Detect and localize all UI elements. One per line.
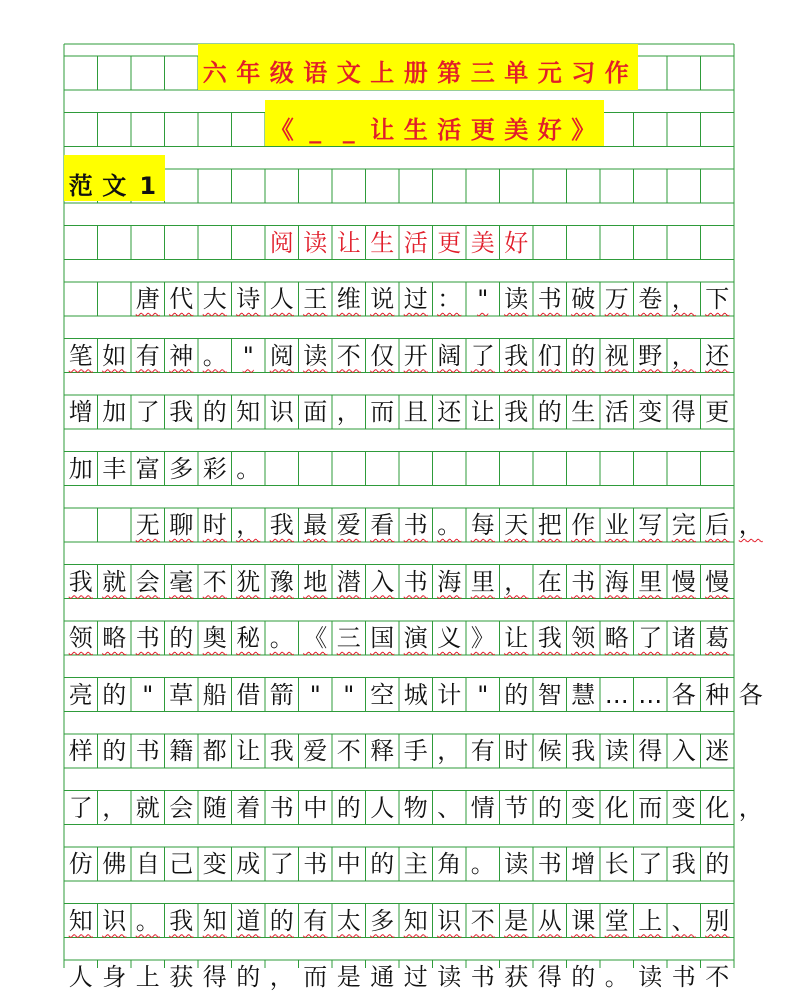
essay-char: 得 <box>638 737 663 765</box>
title-char: 六 <box>202 59 227 87</box>
essay-char: 完 <box>671 511 696 539</box>
essay-char: 的 <box>269 906 294 935</box>
essay-char: 候 <box>537 737 562 765</box>
essay-char: 让 <box>470 398 495 426</box>
title-char: 文 <box>336 59 361 87</box>
essay-char: 变 <box>638 398 663 426</box>
essay-title-char: 阅 <box>269 228 294 257</box>
essay-char: ： <box>437 285 462 313</box>
essay-char: 的 <box>102 737 127 765</box>
essay-char: 会 <box>135 567 160 596</box>
title-char: 年 <box>236 59 261 87</box>
essay-char: 读 <box>504 850 529 878</box>
essay-char: ， <box>671 341 696 370</box>
subtitle-char: 活 <box>437 115 462 144</box>
essay-char: 而 <box>303 963 328 991</box>
essay-char: 知 <box>68 906 93 935</box>
essay-char: 国 <box>370 624 395 652</box>
essay-char: 。 <box>202 341 227 370</box>
essay-char: 了 <box>638 850 663 878</box>
essay-char: 别 <box>705 906 730 935</box>
essay-char: 的 <box>102 680 127 709</box>
essay-char: 书 <box>303 850 328 878</box>
essay-char: 豫 <box>269 567 294 596</box>
essay-char: 着 <box>236 793 261 822</box>
essay-char: 识 <box>437 906 462 935</box>
essay-char: " <box>343 680 355 709</box>
essay-char: 书 <box>269 793 294 822</box>
essay-char: 演 <box>403 624 428 652</box>
subtitle-char: 好 <box>537 115 562 144</box>
essay-char: 船 <box>202 680 227 709</box>
essay-char: 把 <box>537 511 562 539</box>
essay-char: 、 <box>671 906 696 935</box>
essay-char: 大 <box>202 285 227 313</box>
essay-char: 彩 <box>202 454 227 483</box>
essay-char: 书 <box>135 624 160 652</box>
essay-char: 就 <box>102 567 127 596</box>
essay-char: 自 <box>135 850 160 878</box>
essay-char: 。 <box>604 963 629 991</box>
essay-char: 天 <box>504 511 529 539</box>
essay-char: 里 <box>470 567 495 596</box>
title-char: 习 <box>571 59 596 87</box>
essay-char: 慢 <box>671 567 696 596</box>
essay-char: 我 <box>68 567 93 596</box>
essay-title-char: 美 <box>470 228 495 257</box>
essay-char: 化 <box>604 793 629 822</box>
essay-char: 身 <box>102 963 127 991</box>
essay-char: 草 <box>169 680 194 709</box>
essay-char: 过 <box>403 963 428 991</box>
essay-char: ， <box>671 285 696 313</box>
subtitle-char: 让 <box>370 115 395 144</box>
essay-char: 堂 <box>604 906 629 935</box>
essay-char: 识 <box>102 906 127 935</box>
essay-char: 各 <box>671 680 696 709</box>
essay-char: 略 <box>604 624 629 652</box>
essay-title-char: 读 <box>303 228 328 257</box>
essay-char: 说 <box>370 285 395 313</box>
title-char: 三 <box>470 59 495 87</box>
essay-char: 毫 <box>169 567 194 596</box>
essay-char: 的 <box>169 624 194 652</box>
essay-char: 入 <box>671 737 696 765</box>
essay-char: 爱 <box>303 737 328 765</box>
essay-char: 道 <box>236 906 261 935</box>
essay-char: 的 <box>202 398 227 426</box>
essay-char: 野 <box>638 341 663 370</box>
essay-char: ， <box>738 511 763 539</box>
essay-char: 爱 <box>336 511 361 539</box>
essay-char: 亮 <box>68 680 93 709</box>
essay-char: 我 <box>671 850 696 878</box>
essay-char: 王 <box>303 285 328 313</box>
essay-char: 神 <box>169 341 194 370</box>
essay-char: 上 <box>638 906 663 935</box>
subtitle-char: 美 <box>504 115 529 144</box>
essay-char: 借 <box>236 680 261 709</box>
essay-char: 读 <box>504 285 529 313</box>
essay-char: ， <box>102 793 127 822</box>
essay-char: 城 <box>403 680 428 709</box>
essay-char: 物 <box>403 793 428 822</box>
essay-char: 而 <box>370 398 395 426</box>
essay-char: 让 <box>236 737 261 765</box>
essay-char: 得 <box>671 398 696 426</box>
essay-char: ， <box>504 567 529 596</box>
title-char: 作 <box>604 59 629 87</box>
title-char: 第 <box>437 59 462 87</box>
essay-title-char: 让 <box>336 228 361 257</box>
title-char: 单 <box>504 59 529 87</box>
essay-char: 情 <box>470 793 495 822</box>
essay-char: 、 <box>437 793 462 822</box>
essay-char: 我 <box>571 737 596 765</box>
essay-char: 的 <box>571 341 596 370</box>
essay-char: 得 <box>537 963 562 991</box>
essay-char: 了 <box>68 793 93 822</box>
essay-char: 上 <box>135 963 160 991</box>
essay-char: 仿 <box>68 850 93 878</box>
essay-char: 生 <box>571 398 596 426</box>
essay-char: 我 <box>169 906 194 935</box>
essay-char: 不 <box>202 567 227 596</box>
essay-char: ， <box>269 963 294 991</box>
essay-char: 略 <box>102 624 127 652</box>
subtitle-char: _ <box>309 115 322 144</box>
essay-char: 有 <box>303 906 328 935</box>
essay-char: 的 <box>537 793 562 822</box>
essay-char: 的 <box>370 850 395 878</box>
essay-char: 过 <box>403 285 428 313</box>
subtitle-char: 生 <box>403 115 428 144</box>
essay-char: 化 <box>705 793 730 822</box>
essay-char: 中 <box>303 793 328 822</box>
essay-char: 读 <box>638 963 663 991</box>
essay-char: 更 <box>705 398 730 426</box>
essay-char: ， <box>738 793 763 822</box>
essay-char: 秘 <box>236 624 261 652</box>
essay-char: 籍 <box>169 737 194 765</box>
essay-char: 人 <box>269 285 294 313</box>
essay-char: " <box>477 680 489 709</box>
subtitle-char: 《 <box>269 115 294 144</box>
essay-char: 多 <box>169 454 194 483</box>
essay-char: 我 <box>269 737 294 765</box>
essay-char: 领 <box>571 624 596 652</box>
essay-char: 阔 <box>437 341 462 370</box>
essay-char: 通 <box>370 963 395 991</box>
essay-char: 万 <box>604 285 629 313</box>
essay-char: 释 <box>370 737 395 765</box>
essay-char: 》 <box>470 624 495 652</box>
essay-char: 。 <box>236 454 261 483</box>
essay-char: 节 <box>504 793 529 822</box>
essay-char: 知 <box>202 906 227 935</box>
essay-char: 计 <box>437 680 462 709</box>
essay-char: 葛 <box>705 624 730 652</box>
essay-char: 维 <box>336 285 361 313</box>
essay-char: 的 <box>504 680 529 709</box>
essay-char: 书 <box>671 963 696 991</box>
essay-char: 。 <box>269 624 294 652</box>
section-label-char: 1 <box>139 172 157 200</box>
essay-char: 我 <box>269 511 294 539</box>
essay-char: 如 <box>102 341 127 370</box>
subtitle-char: 》 <box>571 115 596 144</box>
essay-char: " <box>242 341 254 370</box>
essay-char: 开 <box>403 341 428 370</box>
essay-char: 迷 <box>705 737 730 765</box>
essay-char: 作 <box>571 511 596 539</box>
essay-char: ， <box>236 511 261 539</box>
essay-char: 海 <box>437 567 462 596</box>
essay-char: 加 <box>102 398 127 426</box>
essay-char: 丰 <box>102 454 127 483</box>
title-char: 上 <box>370 59 395 87</box>
essay-char: 潜 <box>336 567 361 596</box>
essay-char: 中 <box>336 850 361 878</box>
essay-char: 人 <box>68 963 93 991</box>
essay-char: 我 <box>169 398 194 426</box>
essay-char: 且 <box>403 398 428 426</box>
essay-char: 书 <box>537 850 562 878</box>
essay-char: 从 <box>537 906 562 935</box>
essay-char: 增 <box>68 398 93 426</box>
essay-char: 了 <box>269 850 294 878</box>
essay-char: 的 <box>705 850 730 878</box>
essay-title-char: 更 <box>437 228 462 257</box>
subtitle-char: 更 <box>470 115 495 144</box>
section-label-char: 范 <box>68 172 93 200</box>
essay-char: 而 <box>638 793 663 822</box>
essay-char: 领 <box>68 624 93 652</box>
essay-char: 我 <box>504 341 529 370</box>
essay-char: 书 <box>571 567 596 596</box>
essay-char: 的 <box>236 963 261 991</box>
essay-char: 就 <box>135 793 160 822</box>
essay-title-char: 活 <box>403 228 428 257</box>
essay-char: 写 <box>638 511 663 539</box>
essay-char: 时 <box>504 737 529 765</box>
essay-char: 书 <box>403 567 428 596</box>
essay-char: 笔 <box>68 341 93 370</box>
essay-char: 还 <box>437 398 462 426</box>
essay-char: 手 <box>403 737 428 765</box>
essay-char: 种 <box>705 680 730 709</box>
essay-char: 成 <box>236 850 261 878</box>
essay-title-char: 生 <box>370 228 395 257</box>
essay-char: 的 <box>336 793 361 822</box>
essay-char: 有 <box>135 341 160 370</box>
essay-char: 有 <box>470 737 495 765</box>
essay-char: 读 <box>437 963 462 991</box>
essay-char: 变 <box>671 793 696 822</box>
essay-char: 时 <box>202 511 227 539</box>
essay-char: 富 <box>135 454 160 483</box>
essay-char: 诸 <box>671 624 696 652</box>
essay-char: 阅 <box>269 341 294 370</box>
essay-char: 主 <box>403 850 428 878</box>
title-char: 元 <box>537 59 562 87</box>
essay-char: 佛 <box>102 850 127 878</box>
essay-char: 破 <box>571 285 596 313</box>
essay-char: 里 <box>638 567 663 596</box>
essay-char: 诗 <box>236 285 261 313</box>
essay-char: ， <box>437 737 462 765</box>
essay-char: 。 <box>470 850 495 878</box>
essay-char: 是 <box>336 963 361 991</box>
essay-char: 代 <box>169 285 194 313</box>
essay-char: 了 <box>470 341 495 370</box>
essay-char: 看 <box>370 511 395 539</box>
essay-char: 会 <box>169 793 194 822</box>
essay-char: 读 <box>604 737 629 765</box>
essay-char: 识 <box>269 398 294 426</box>
essay-char: 奥 <box>202 624 227 652</box>
essay-char: 让 <box>504 624 529 652</box>
essay-char: 多 <box>370 906 395 935</box>
essay-char: 后 <box>705 511 730 539</box>
essay-char: 慧 <box>571 680 596 709</box>
essay-char: 加 <box>68 454 93 483</box>
essay-char: 知 <box>403 906 428 935</box>
essay-char: 我 <box>537 624 562 652</box>
essay-char: 获 <box>504 963 529 991</box>
essay-char: 书 <box>470 963 495 991</box>
essay-char: 海 <box>604 567 629 596</box>
essay-char: 空 <box>370 680 395 709</box>
essay-char: 样 <box>68 737 93 765</box>
essay-char: 卷 <box>638 285 663 313</box>
essay-char: 业 <box>604 511 629 539</box>
essay-char: 。 <box>437 511 462 539</box>
essay-char: 了 <box>135 398 160 426</box>
essay-char: 随 <box>202 793 227 822</box>
essay-char: 己 <box>169 850 194 878</box>
essay-char: 课 <box>571 906 596 935</box>
essay-char: 《 <box>303 624 328 652</box>
essay-char: 唐 <box>135 285 160 313</box>
essay-char: 入 <box>370 567 395 596</box>
essay-char: 在 <box>537 567 562 596</box>
essay-char: 变 <box>202 850 227 878</box>
essay-char: 人 <box>370 793 395 822</box>
essay-char: " <box>309 680 321 709</box>
essay-char: 下 <box>705 285 730 313</box>
essay-char: 知 <box>236 398 261 426</box>
essay-char: 获 <box>169 963 194 991</box>
essay-char: 角 <box>437 850 462 878</box>
essay-char: 聊 <box>169 511 194 539</box>
essay-char: 。 <box>135 906 160 935</box>
essay-char: 的 <box>571 963 596 991</box>
essay-char: " <box>477 285 489 313</box>
essay-char: 书 <box>135 737 160 765</box>
essay-char: 我 <box>504 398 529 426</box>
essay-char: 是 <box>504 906 529 935</box>
essay-char: 每 <box>470 511 495 539</box>
essay-char: 不 <box>470 906 495 935</box>
subtitle-char: _ <box>342 115 355 144</box>
essay-char: 不 <box>705 963 730 991</box>
essay-char: 得 <box>202 963 227 991</box>
essay-char: 视 <box>604 341 629 370</box>
essay-char: 书 <box>537 285 562 313</box>
essay-char: 慢 <box>705 567 730 596</box>
essay-char: 最 <box>303 511 328 539</box>
essay-char: 义 <box>437 624 462 652</box>
essay-char: … <box>638 680 663 709</box>
essay-char: 不 <box>336 737 361 765</box>
essay-char: 读 <box>303 341 328 370</box>
section-label-char: 文 <box>102 172 127 200</box>
essay-char: 变 <box>571 793 596 822</box>
essay-char: 各 <box>738 680 763 709</box>
essay-char: 活 <box>604 398 629 426</box>
essay-char: 智 <box>537 680 562 709</box>
essay-char: 增 <box>571 850 596 878</box>
essay-char: 仅 <box>370 341 395 370</box>
essay-char: 书 <box>403 511 428 539</box>
essay-char: 的 <box>537 398 562 426</box>
essay-char: 长 <box>604 850 629 878</box>
essay-char: 了 <box>638 624 663 652</box>
essay-char: … <box>604 680 629 709</box>
essay-char: ， <box>336 398 361 426</box>
essay-char: 面 <box>303 398 328 426</box>
essay-char: 无 <box>135 511 160 539</box>
essay-char: 不 <box>336 341 361 370</box>
essay-char: 三 <box>336 624 361 652</box>
essay-char: 犹 <box>236 567 261 596</box>
essay-char: 太 <box>336 906 361 935</box>
essay-char: " <box>142 680 154 709</box>
title-char: 册 <box>403 59 428 87</box>
essay-char: 地 <box>303 567 328 596</box>
essay-char: 都 <box>202 737 227 765</box>
title-char: 级 <box>269 59 294 87</box>
essay-title-char: 好 <box>504 228 529 257</box>
essay-char: 箭 <box>269 680 294 709</box>
title-char: 语 <box>303 59 328 87</box>
essay-char: 们 <box>537 341 562 370</box>
essay-char: 还 <box>705 341 730 370</box>
